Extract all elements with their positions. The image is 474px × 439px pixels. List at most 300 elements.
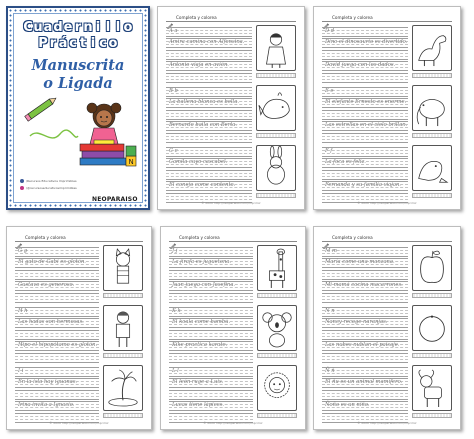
guide-line [166,136,252,137]
guide-line [322,79,408,80]
sentence-text: En la isla hay iguanas. [18,379,78,385]
guide-line [15,302,99,303]
coloring-picture-box[interactable] [412,25,452,71]
guide-line [322,396,408,397]
blank-writing-row[interactable] [169,351,253,363]
guide-line [166,173,252,174]
guide-line [169,310,253,311]
writing-lines [322,365,408,423]
blank-writing-row[interactable] [322,168,408,180]
writing-row [15,280,99,292]
svg-text:N: N [128,158,134,166]
guide-line [15,276,99,277]
cover-title-letter: d [53,20,63,35]
writing-row [166,97,252,109]
guide-line [15,396,99,397]
picture-label-strip [412,133,452,138]
guide-line [166,170,252,171]
writing-row [169,377,253,389]
sentence-text: El koala come bambú. [172,319,231,325]
guide-line [322,356,408,357]
cover-subtitle-line1: Manuscrita [31,57,125,74]
guide-line [15,296,99,297]
cover-title-letter: c [69,36,77,51]
sheet-instruction: Completa y colorea [176,14,217,20]
letter-prompt: J j [172,247,178,254]
blank-writing-row[interactable] [322,108,408,120]
guide-line [169,250,253,251]
letter-prompt: H h [18,307,28,314]
coloring-picture-box[interactable] [257,365,297,411]
guide-line [166,150,252,151]
sentence-text: Antonio viaja en avión. [169,62,229,68]
guide-line [15,299,99,300]
sheet-instruction: Completa y colorea [332,14,373,20]
guide-line [15,293,99,294]
guide-line [15,413,99,414]
coloring-picture-box[interactable] [257,245,297,291]
sentence-text: María come una manzana. [325,259,395,265]
guide-line [169,336,253,337]
guide-line [166,53,252,54]
coloring-picture-box[interactable] [103,365,143,411]
guide-line [169,273,253,274]
guide-line [169,253,253,254]
cover-title-line1 [14,20,142,35]
guide-line [322,113,408,114]
coloring-picture-box[interactable] [103,245,143,291]
guide-line [169,299,253,300]
guide-line [15,336,99,337]
sheet-instruction: Completa y colorea [25,234,66,240]
guide-line [166,27,252,28]
sentence-text: Las hadas son hermosas. [18,319,84,325]
guide-line [15,247,99,248]
coloring-picture-box[interactable] [412,305,452,351]
sentence-text: Fernanda y su familia viajan. [325,182,401,188]
cover-title-letter: r [74,20,82,35]
guide-line [322,133,408,134]
writing-row [322,25,408,37]
guide-line [322,173,408,174]
writing-row [322,157,408,169]
writing-lines [322,145,408,203]
guide-line [15,373,99,374]
writing-row [166,60,252,72]
guide-line [15,390,99,391]
guide-line [322,413,408,414]
writing-row [322,257,408,269]
blank-writing-row[interactable] [322,351,408,363]
blank-writing-row[interactable] [15,268,99,280]
blank-writing-row[interactable] [169,328,253,340]
blank-writing-row[interactable] [322,48,408,60]
guide-line [166,87,252,88]
guide-line [322,296,408,297]
cover-page [6,6,150,210]
guide-line [322,359,408,360]
guide-line [322,139,408,140]
blank-writing-row[interactable] [15,351,99,363]
guide-line [322,116,408,117]
writing-row [322,340,408,352]
guide-line [322,353,408,354]
letter-prompt: K k [172,307,181,314]
picture-label-strip [256,133,296,138]
letter-prompt: E e [325,87,334,94]
guide-line [322,50,408,51]
blank-writing-row[interactable] [322,388,408,400]
writing-row [322,400,408,412]
letter-prompt: N n [325,307,335,314]
writing-row [166,120,252,132]
exercise-block [322,85,454,143]
picture-label-strip [412,293,452,298]
cover-title-letter: P [38,36,48,51]
coloring-picture-box[interactable] [103,305,143,351]
exercise-block [322,305,454,363]
sentence-text: Camila cuyo cascabel. [169,159,228,165]
guide-line [15,359,99,360]
blank-writing-row[interactable] [322,71,408,83]
writing-lines [169,305,253,363]
cover-title-letter: o [123,20,133,35]
guide-line [15,250,99,251]
guide-line [166,139,252,140]
writing-row [169,305,253,317]
guide-line [322,270,408,271]
cover-title-letter: e [63,20,73,35]
social-instagram-link[interactable] [20,186,77,190]
writing-lines [169,365,253,423]
exercise-block [166,25,298,83]
exercise-block [15,245,145,303]
guide-line [166,142,252,143]
guide-line [322,330,408,331]
guide-line [322,176,408,177]
writing-row [322,377,408,389]
coloring-picture-box[interactable] [412,245,452,291]
blank-writing-row[interactable] [322,268,408,280]
guide-line [322,336,408,337]
blank-writing-row[interactable] [166,71,252,83]
exercise-block [322,25,454,83]
writing-lines [166,145,252,203]
guide-line [166,79,252,80]
cover-title-letter: c [99,36,107,51]
guide-line [322,302,408,303]
blank-writing-row[interactable] [169,388,253,400]
blank-writing-row[interactable] [15,291,99,303]
blank-writing-row[interactable] [166,168,252,180]
guide-line [169,247,253,248]
guide-line [15,253,99,254]
writing-row [15,257,99,269]
guide-line [166,56,252,57]
coloring-picture-box[interactable] [412,85,452,131]
guide-line [166,199,252,200]
exercise-block [322,365,454,423]
guide-line [169,313,253,314]
writing-row [322,305,408,317]
coloring-picture-box[interactable] [256,145,296,191]
guide-line [322,93,408,94]
coloring-picture-box[interactable] [257,305,297,351]
guide-line [166,50,252,51]
guide-line [169,362,253,363]
exercise-block [15,365,145,423]
sentence-text: El conejo come contento. [169,182,236,188]
guide-line [169,413,253,414]
coloring-picture-box[interactable] [412,145,452,191]
guide-line [169,359,253,360]
orange-icon [413,306,451,350]
letter-prompt: F f [325,147,333,154]
sentence-text: Ñoño es un niño. [325,402,370,408]
sheet-instruction: Completa y colorea [332,234,373,240]
cover-title-letter: C [23,20,33,35]
sentence-text: Las nubes nublan el paisaje. [325,342,400,348]
guide-line [15,330,99,331]
cat-icon [104,246,142,290]
guide-line [166,153,252,154]
cover-title-letter: o [108,36,118,51]
worksheet-d-f [313,6,461,210]
letter-prompt: Ñ ñ [325,367,335,374]
cover-title-letter: i [95,20,101,35]
guide-line [322,362,408,363]
writing-row [15,305,99,317]
writing-lines [322,25,408,83]
letter-prompt: L l [172,367,179,374]
letter-prompt: B b [169,87,178,94]
guide-line [169,353,253,354]
guide-line [15,416,99,417]
cover-subtitle-line2: o Ligada [43,75,113,92]
guide-line [166,193,252,194]
worksheet-j-l [160,226,306,430]
guide-line [169,276,253,277]
guide-line [169,393,253,394]
header-divider [15,241,143,242]
guide-line [15,353,99,354]
pencil-icon [322,14,329,21]
pencil-icon [322,234,329,241]
guide-line [322,416,408,417]
exercise-block [15,305,145,363]
pencil-icon [166,14,173,21]
blank-writing-row[interactable] [15,328,99,340]
guide-line [322,142,408,143]
guide-line [169,390,253,391]
girl-icon [257,26,295,70]
sentence-text: Amira camina con Alfonsina. [169,39,245,45]
writing-row [169,257,253,269]
brand-logo-text: NEOPARAISO [92,196,138,203]
guide-line [15,356,99,357]
pencil-icon [169,234,176,241]
island-icon [104,366,142,410]
instagram-icon [20,186,24,190]
picture-label-strip [256,73,296,78]
pencil-icon [15,234,22,241]
writing-row [322,180,408,192]
writing-row [322,60,408,72]
guide-line [166,116,252,117]
guide-line [15,393,99,394]
lion-icon [258,366,296,410]
blank-writing-row[interactable] [169,268,253,280]
guide-line [166,33,252,34]
cover-title-letter: u [33,20,43,35]
guide-line [169,296,253,297]
footer-url: © 2020 http://neoparaiso.com/imprimir [357,201,417,205]
header-divider [322,241,452,242]
writing-lines [322,245,408,303]
writing-row [15,365,99,377]
coloring-picture-box[interactable] [256,25,296,71]
blank-writing-row[interactable] [322,131,408,143]
blank-writing-row[interactable] [166,48,252,60]
footer-url: © 2020 http://neoparaiso.com/imprimir [203,421,263,425]
whale-icon [257,86,295,130]
sentence-text: El ñu es un animal mamífero. [325,379,403,385]
guide-line [169,396,253,397]
guide-line [322,76,408,77]
guide-line [322,273,408,274]
writing-row [322,245,408,257]
writing-row [169,400,253,412]
blank-writing-row[interactable] [166,131,252,143]
girl-writing-illustration-icon [18,96,146,174]
social-instagram-text: /@recursoseducativosimprimibles [26,186,77,190]
sheet-instruction: Completa y colorea [179,234,220,240]
writing-row [166,37,252,49]
social-facebook-link[interactable] [20,179,77,183]
letter-prompt: C c [169,147,178,154]
blank-writing-row[interactable] [166,108,252,120]
exercise-block [166,85,298,143]
guide-line [322,390,408,391]
guide-line [322,33,408,34]
writing-row [166,157,252,169]
sentence-text: Bernardo baila con Berta. [169,122,238,128]
sentence-text: Mi mamá cocina macarrones. [325,282,403,288]
guide-line [322,147,408,148]
picture-label-strip [103,353,143,358]
guide-line [169,270,253,271]
cover-title-letter: l [115,20,121,35]
picture-label-strip [412,193,452,198]
guide-line [166,176,252,177]
guide-line [322,299,408,300]
writing-row [166,85,252,97]
writing-row [322,365,408,377]
blank-writing-row[interactable] [322,291,408,303]
letter-prompt: D d [325,27,335,34]
coloring-picture-box[interactable] [256,85,296,131]
sentence-text: El elefante Ernesto es enorme. [325,99,407,105]
guide-line [169,419,253,420]
koala-icon [258,306,296,350]
guide-line [166,133,252,134]
writing-row [322,85,408,97]
worksheet-g-i [6,226,152,430]
letter-prompt: M m [325,247,337,254]
guide-line [322,196,408,197]
writing-lines [15,245,99,303]
guide-line [322,53,408,54]
seal-icon [413,146,451,190]
facebook-icon [20,179,24,183]
cover-title-letter: n [83,20,93,35]
picture-label-strip [412,73,452,78]
writing-row [169,365,253,377]
guide-line [15,367,99,368]
elephant-icon [413,86,451,130]
guide-line [322,199,408,200]
sentence-text: Nancy recoge naranjas. [325,319,388,325]
letter-prompt: A a [169,27,178,34]
cover-title-letter: l [105,20,111,35]
header-divider [322,21,452,22]
sentence-text: Dino el dinosaurio es divertido. [325,39,408,45]
guide-line [15,419,99,420]
guide-line [322,73,408,74]
guide-line [166,82,252,83]
coloring-picture-box[interactable] [412,365,452,411]
writing-row [15,245,99,257]
footer-url: © 2020 http://neoparaiso.com/imprimir [49,421,109,425]
writing-lines [15,365,99,423]
cover-title-letter: i [90,36,96,51]
header-divider [169,241,297,242]
sentence-text: La jirafa es juguetona. [172,259,232,265]
writing-lines [166,25,252,83]
guide-line [169,302,253,303]
blank-writing-row[interactable] [322,328,408,340]
exercise-block [169,245,299,303]
exercise-block [322,245,454,303]
guide-line [15,333,99,334]
guide-line [169,293,253,294]
sentence-text: Irina invita a Ignacio. [18,402,75,408]
blank-writing-row[interactable] [169,291,253,303]
guide-line [166,113,252,114]
blank-writing-row[interactable] [15,388,99,400]
cover-title-letter: a [43,20,53,35]
writing-row [15,340,99,352]
picture-label-strip [412,353,452,358]
writing-row [169,340,253,352]
guide-line [322,90,408,91]
guide-line [166,110,252,111]
guide-line [322,170,408,171]
sentence-text: Gustavo es generoso. [18,282,75,288]
dinosaur-icon [413,26,451,70]
guide-line [322,136,408,137]
guide-line [322,150,408,151]
cover-title-line2 [14,36,142,51]
sentence-text: Las estrellas en el cielo brillan. [325,122,408,128]
guide-line [169,370,253,371]
guide-line [166,196,252,197]
guide-line [169,333,253,334]
social-facebook-text: /Recursos Educativos Imprimibles [26,179,77,183]
guide-line [169,356,253,357]
guide-line [322,87,408,88]
cover-panel [13,13,143,203]
